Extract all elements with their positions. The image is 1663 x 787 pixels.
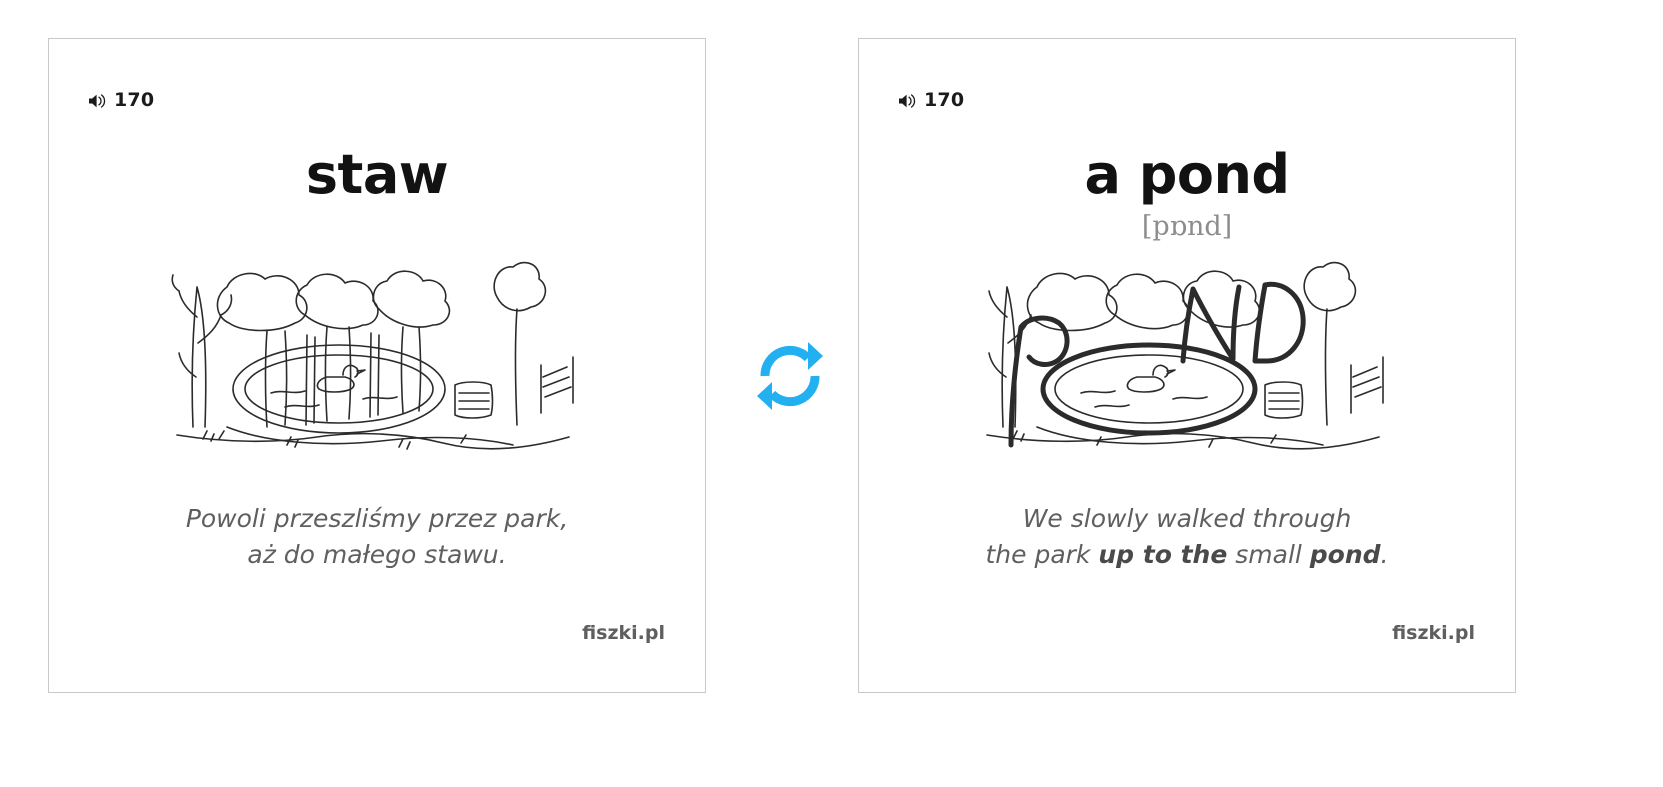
example-line: aż do małego stawu. <box>247 539 507 569</box>
illustration-front <box>167 257 587 482</box>
flashcard-front[interactable] <box>48 38 706 693</box>
speaker-icon[interactable] <box>87 92 107 110</box>
headword-front: staw <box>305 143 449 206</box>
example-line <box>893 537 1481 573</box>
example-text-bold: up to the <box>1098 539 1228 569</box>
audio-playback-control[interactable] <box>87 89 154 111</box>
phonetic-transcription: [pɒnd] <box>1141 211 1233 242</box>
example-text: small <box>1227 539 1310 569</box>
audio-count-label: 170 <box>114 89 155 111</box>
illustration-back <box>977 257 1397 482</box>
headword-back: a pond <box>1084 143 1290 206</box>
audio-playback-control[interactable] <box>897 89 964 111</box>
example-text: . <box>1380 539 1389 569</box>
example-text: We slowly walked through <box>1022 504 1352 533</box>
audio-count-label: 170 <box>924 89 965 111</box>
example-line: Powoli przeszliśmy przez park, <box>185 504 569 533</box>
flashcard-back[interactable] <box>858 38 1516 693</box>
example-text: the park <box>985 539 1099 569</box>
example-sentence-back <box>893 501 1481 572</box>
example-sentence-front <box>83 501 671 572</box>
flip-card-button[interactable] <box>745 330 835 422</box>
example-text-bold: pond <box>1309 539 1381 569</box>
brand-label: fiszki.pl <box>582 622 665 644</box>
brand-label: fiszki.pl <box>1392 622 1475 644</box>
speaker-icon[interactable] <box>897 92 917 110</box>
example-line <box>893 501 1481 537</box>
